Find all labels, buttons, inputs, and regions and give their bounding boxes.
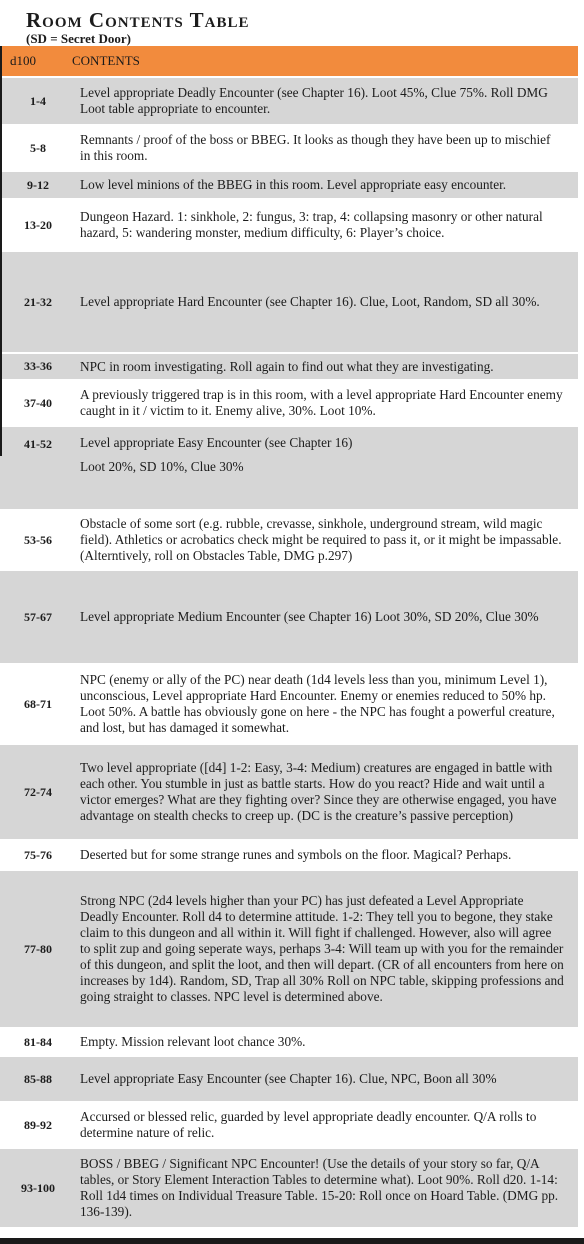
row-description: Dungeon Hazard. 1: sinkhole, 2: fungus, 3: trap, 4: collapsing masonry or other natural hazard, 5: wandering monster, medium difficulty, 6: Player’s choice.: [80, 209, 543, 240]
row-die: 89-92: [24, 1117, 52, 1132]
row-description: Level appropriate Easy Encounter (see Chapter 16) Loot 20%, SD 10%, Clue 30%: [80, 435, 353, 474]
row-description: Level appropriate Hard Encounter (see Chapter 16). Clue, Loot, Random, SD all 30%.: [80, 294, 540, 309]
page-subtitle: (SD = Secret Door): [26, 31, 131, 46]
page-title: Room Contents Table: [26, 8, 250, 32]
table-row: [0, 663, 578, 743]
row-description: NPC in room investigating. Roll again to find out what they are investigating.: [80, 358, 494, 374]
header-contents: CONTENTS: [72, 53, 140, 68]
table-row: [0, 170, 578, 198]
table-row: [0, 352, 578, 379]
table-row: [0, 124, 578, 170]
header-die: d100: [10, 53, 36, 68]
bottom-border-bar: [0, 1238, 584, 1244]
row-die: 75-76: [24, 847, 52, 862]
table-row: [0, 250, 578, 352]
row-die: 9-12: [27, 177, 49, 192]
table-row: [0, 1027, 578, 1055]
table-row: [0, 509, 578, 569]
row-die: 68-71: [24, 696, 52, 711]
row-die: 37-40: [24, 395, 52, 410]
row-die: 72-74: [24, 784, 52, 799]
table-row: [0, 1147, 578, 1227]
row-description: Empty. Mission relevant loot chance 30%.: [80, 1034, 306, 1049]
row-description: A previously triggered trap is in this room, with a level appropriate Hard Encounter enemy caught in it / victim to it. Enemy alive, 30%. Loot 10%.: [80, 387, 563, 418]
table-row: [0, 1055, 578, 1101]
row-description: Level appropriate Deadly Encounter (see Chapter 16). Loot 45%, Clue 75%. Roll DMG Loot table appropriate to encounter.: [80, 85, 548, 116]
row-die: 13-20: [24, 217, 52, 232]
row-die: 57-67: [24, 609, 52, 624]
row-description: NPC (enemy or ally of the PC) near death (1d4 levels less than you, minimum Level 1), unconscious, Level appropriate Hard Encounter. Enemy or enemies reduced to 50% hp. Loot 50%. A battle has obviously gone on here - the NPC has fought a powerful creature, and lost, but has damaged it somewhat.: [80, 672, 555, 735]
row-die: 33-36: [24, 359, 52, 373]
table-row: [0, 569, 578, 663]
row-description: Deserted but for some strange runes and symbols on the floor. Magical? Perhaps.: [80, 847, 512, 862]
row-die: 81-84: [24, 1034, 52, 1049]
table-row: [0, 839, 578, 869]
table-row: [0, 198, 578, 250]
row-description: Level appropriate Easy Encounter (see Chapter 16). Clue, NPC, Boon all 30%: [80, 1071, 497, 1086]
row-die: 41-52: [24, 437, 52, 451]
row-description: Remnants / proof of the boss or BBEG. It looks as though they have been up to mischief in this room.: [80, 132, 551, 163]
table-header: [0, 46, 578, 76]
row-die: 53-56: [24, 532, 52, 547]
row-description: Accursed or blessed relic, guarded by level appropriate deadly encounter. Q/A rolls to determine nature of relic.: [80, 1109, 537, 1140]
row-die: 5-8: [30, 140, 46, 155]
row-description: BOSS / BBEG / Significant NPC Encounter! (Use the details of your story so far, Q/A tables, or Story Element Interaction Tables to determine what). Loot 90%. Roll d20. 1-14: Roll 1d4 times on Individual Treasure Table. 15-20: Roll once on Hoard Table. (DMG pp. 136-139).: [80, 1156, 559, 1219]
table-row: [0, 869, 578, 1027]
row-description: Obstacle of some sort (e.g. rubble, crevasse, sinkhole, underground stream, wild magic field). Athletics or acrobatics check might be required to pass it, or it might be impassable. (Alterntively, roll on Obstacles Table, DMG p.297): [80, 516, 562, 563]
row-description: Strong NPC (2d4 levels higher than your PC) has just defeated a Level Appropriate Deadly Encounter. Roll d4 to determine attitude. 1-2: They tell you to begone, they stake claim to this dungeon and all within it. Will fight if challenged. However, also will agree to split zup and going seperate ways, perhaps 3-4: Will team up with you for the remainder of this dungeon, and split the loot, and then will depart. (CR of all encounters from here on increases by 1d4). Random, SD, Trap all 30% Roll on NPC table, skipping professions and going straight to classes. NPC level is determined above.: [80, 893, 564, 1004]
table-row: [0, 379, 578, 425]
room-contents-table: [0, 46, 578, 1227]
row-description: Low level minions of the BBEG in this room. Level appropriate easy encounter.: [80, 177, 507, 192]
row-description: Two level appropriate ([d4] 1-2: Easy, 3-4: Medium) creatures are engaged in battle with each other. You stumble in just as battle starts. How do you react? Hide and wait until a victor emerges? What are they fighting over? Since they are otherwise engaged, you have advantage on stealth checks to creep up. (DC is the creature’s passive perception): [80, 760, 557, 823]
left-border-line: [0, 46, 2, 456]
table-row: [0, 425, 578, 509]
table-row: [0, 1101, 578, 1147]
table-row: [0, 743, 578, 839]
table-row: [0, 76, 578, 124]
row-die: 21-32: [24, 294, 52, 309]
row-description: Level appropriate Medium Encounter (see Chapter 16) Loot 30%, SD 20%, Clue 30%: [80, 609, 539, 624]
row-die: 77-80: [24, 941, 52, 956]
row-die: 1-4: [30, 93, 46, 108]
row-die: 85-88: [24, 1071, 52, 1086]
row-die: 93-100: [21, 1180, 55, 1195]
